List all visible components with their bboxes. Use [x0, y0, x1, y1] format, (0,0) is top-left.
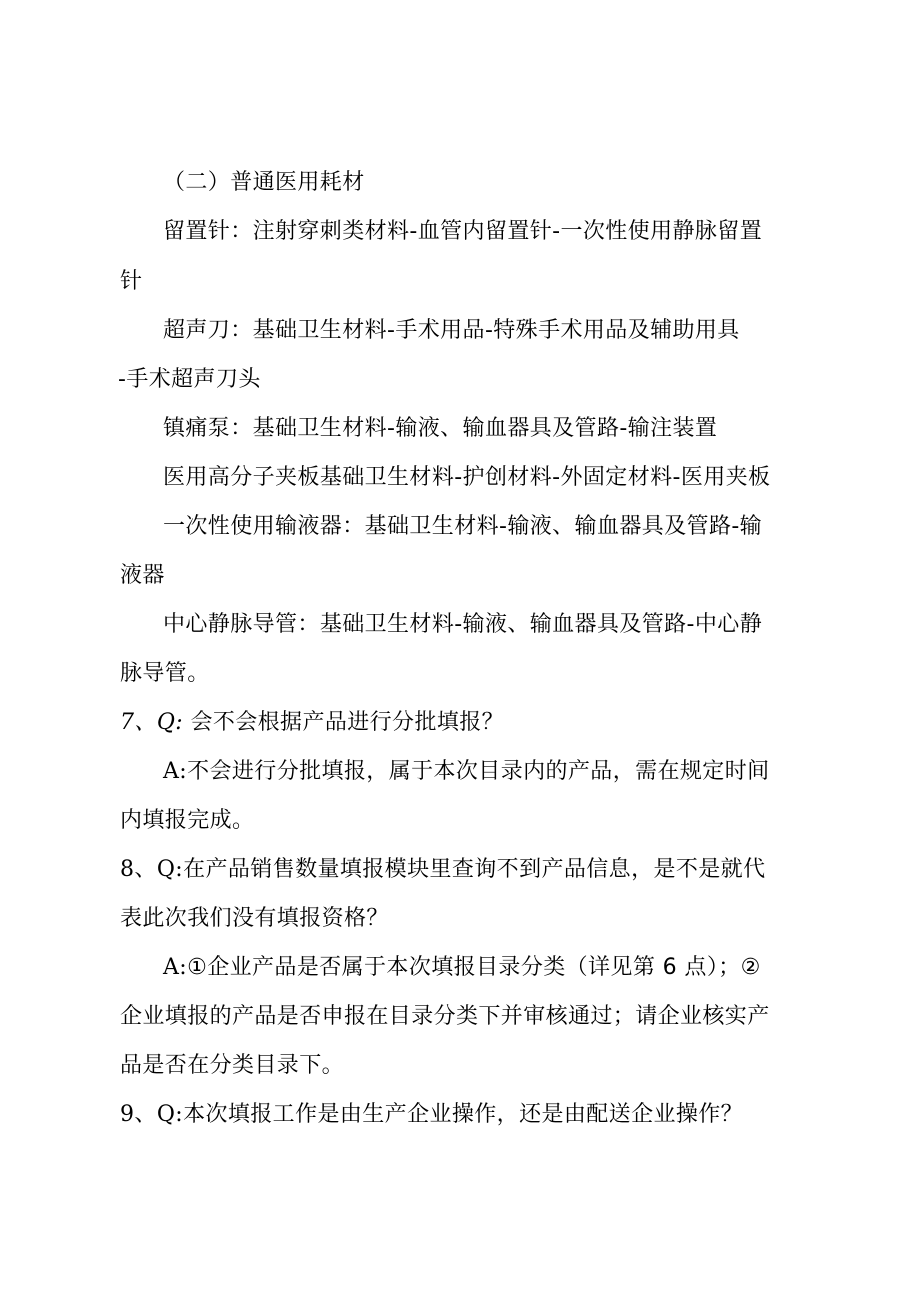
- item-name: 镇痛泵：: [163, 416, 253, 441]
- catalog-item-line: [163, 217, 762, 247]
- item-path: 注射穿刺类材料-血管内留置针-一次性使用静脉留置: [252, 219, 763, 244]
- faq-question-continuation: 表此次我们没有填报资格？: [120, 906, 389, 931]
- item-path: 基础卫生材料-手术用品-特殊手术用品及辅助用具: [252, 318, 740, 343]
- item-path: 基础卫生材料-护创材料-外固定材料-医用夹板: [319, 465, 771, 490]
- catalog-item-line: [163, 316, 740, 346]
- catalog-item-continuation: 液器: [120, 563, 165, 588]
- item-name: 留置针：: [163, 219, 253, 244]
- faq-answer: [163, 953, 761, 983]
- item-name: 超声刀：: [163, 318, 253, 343]
- section-heading: （二）普通医用耗材: [163, 170, 365, 195]
- faq-a-prefix: A:: [163, 955, 188, 980]
- faq-q-prefix: Q:: [156, 857, 184, 882]
- faq-answer-continuation: 品是否在分类目录下。: [120, 1053, 345, 1078]
- catalog-item-continuation: -手术超声刀头: [118, 367, 261, 392]
- item-path: 基础卫生材料-输液、输血器具及管路-输: [364, 514, 763, 539]
- faq-answer: [163, 757, 770, 787]
- faq-answer-text: ①企业产品是否属于本次填报目录分类（详见第 6 点）；②: [187, 955, 761, 980]
- item-name: 一次性使用输液器：: [163, 514, 365, 539]
- item-path: 基础卫生材料-输液、输血器具及管路-中心静: [319, 612, 763, 637]
- catalog-item-line: [163, 414, 717, 444]
- faq-number: 9、: [120, 1102, 157, 1127]
- faq-question: [120, 1100, 743, 1130]
- faq-question: [120, 708, 504, 738]
- faq-answer-continuation: 内填报完成。: [120, 808, 255, 833]
- faq-answer-continuation: 企业填报的产品是否申报在目录分类下并审核通过；请企业核实产: [120, 1004, 770, 1029]
- catalog-item-line: [163, 463, 770, 493]
- faq-question: [120, 855, 765, 885]
- catalog-item-line: [163, 512, 762, 542]
- faq-question-text: 会不会根据产品进行分批填报？: [183, 710, 505, 735]
- faq-a-prefix: A:: [163, 759, 188, 784]
- faq-q-prefix: Q:: [156, 1102, 184, 1127]
- item-name: 中心静脉导管：: [163, 612, 320, 637]
- faq-q-prefix: Q:: [156, 710, 184, 735]
- faq-question-text: 本次填报工作是由生产企业操作，还是由配送企业操作？: [183, 1102, 744, 1127]
- faq-answer-text: 不会进行分批填报，属于本次目录内的产品，需在规定时间: [187, 759, 770, 784]
- faq-number: 7、: [120, 710, 157, 735]
- catalog-item-continuation: 脉导管。: [120, 661, 210, 686]
- item-name: 医用高分子夹板: [163, 465, 320, 490]
- faq-number: 8、: [120, 857, 157, 882]
- item-path: 基础卫生材料-输液、输血器具及管路-输注装置: [252, 416, 718, 441]
- catalog-item-line: [163, 610, 762, 640]
- faq-question-text: 在产品销售数量填报模块里查询不到产品信息，是不是就代: [183, 857, 766, 882]
- catalog-item-continuation: 针: [120, 269, 143, 294]
